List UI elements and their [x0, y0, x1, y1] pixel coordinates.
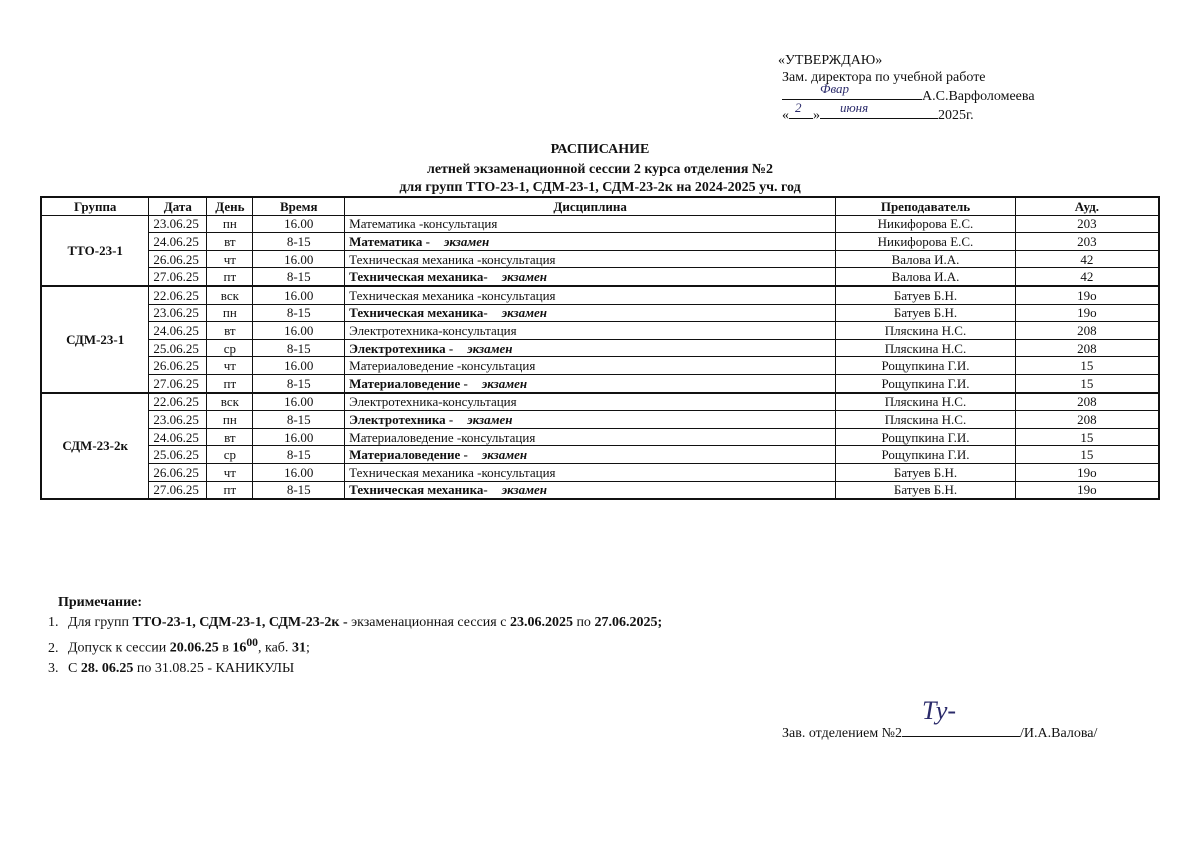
teacher-cell: Батуев Б.Н.	[836, 481, 1016, 499]
room-cell: 19о	[1015, 304, 1159, 322]
schedule-body	[41, 215, 1159, 499]
discipline-text: Математика -	[349, 233, 430, 249]
approval-month: июня	[840, 100, 869, 115]
header-discipline: Дисциплина	[345, 197, 836, 215]
day-cell: пн	[207, 304, 253, 322]
schedule-table	[40, 196, 1160, 500]
discipline-cell: Математика -консультация	[345, 215, 836, 233]
teacher-cell: Никифорова Е.С.	[836, 215, 1016, 233]
exam-label: экзамен	[481, 375, 528, 391]
table-row	[41, 286, 1159, 304]
exam-label: экзамен	[443, 233, 490, 249]
time-cell: 8-15	[253, 481, 345, 499]
date-cell: 26.06.25	[149, 357, 207, 375]
day-cell: вск	[207, 393, 253, 411]
approval-quote-open: «	[782, 108, 789, 123]
approval-year: 2025г.	[938, 108, 974, 123]
discipline-text: Электротехника -	[349, 340, 454, 356]
room-cell: 203	[1015, 215, 1159, 233]
discipline-cell	[345, 233, 836, 251]
room-cell: 15	[1015, 428, 1159, 446]
day-cell: ср	[207, 446, 253, 464]
teacher-cell: Рощупкина Г.И.	[836, 446, 1016, 464]
room-cell: 42	[1015, 268, 1159, 286]
table-row	[41, 428, 1159, 446]
teacher-cell: Валова И.А.	[836, 268, 1016, 286]
time-cell: 8-15	[253, 304, 345, 322]
day-cell: пн	[207, 411, 253, 429]
approval-day: 2	[795, 100, 802, 115]
date-cell: 27.06.25	[149, 374, 207, 392]
signature-name: /И.А.Валова/	[1020, 726, 1098, 741]
discipline-cell: Техническая механика -консультация	[345, 286, 836, 304]
discipline-cell: Электротехника-консультация	[345, 322, 836, 340]
group-name-cell: СДМ-23-1	[41, 286, 149, 393]
room-cell: 208	[1015, 411, 1159, 429]
group-name-cell: СДМ-23-2к	[41, 393, 149, 500]
room-cell: 15	[1015, 446, 1159, 464]
time-cell: 8-15	[253, 446, 345, 464]
note-item: 3. С 28. 06.25 по 31.08.25 - КАНИКУЛЫ	[62, 659, 662, 679]
signature-label: Зав. отделением №2	[782, 726, 903, 741]
table-row	[41, 446, 1159, 464]
teacher-cell: Рощупкина Г.И.	[836, 374, 1016, 392]
document-subtitle-1: летней экзаменационной сессии 2 курса отделения №2	[426, 162, 773, 177]
header-room: Ауд.	[1015, 197, 1159, 215]
date-cell: 25.06.25	[149, 339, 207, 357]
date-cell: 24.06.25	[149, 428, 207, 446]
teacher-cell: Батуев Б.Н.	[836, 286, 1016, 304]
time-cell: 16.00	[253, 393, 345, 411]
time-cell: 8-15	[253, 233, 345, 251]
discipline-cell	[345, 339, 836, 357]
table-row	[41, 268, 1159, 286]
approval-quote-close: »	[813, 108, 820, 123]
table-row	[41, 215, 1159, 233]
header-day: День	[207, 197, 253, 215]
exam-label: экзамен	[501, 305, 548, 321]
discipline-cell	[345, 304, 836, 322]
table-row	[41, 304, 1159, 322]
time-cell: 16.00	[253, 463, 345, 481]
date-cell: 26.06.25	[149, 463, 207, 481]
time-cell: 16.00	[253, 357, 345, 375]
discipline-text: Техническая механика-	[349, 269, 488, 285]
time-cell: 8-15	[253, 339, 345, 357]
exam-label: экзамен	[467, 411, 513, 427]
day-cell: пт	[207, 268, 253, 286]
discipline-text: Материаловедение -	[349, 447, 468, 463]
table-row	[41, 322, 1159, 340]
signature-line	[902, 696, 1020, 737]
day-cell: чт	[207, 250, 253, 268]
room-cell: 208	[1015, 322, 1159, 340]
date-cell: 24.06.25	[149, 322, 207, 340]
table-row	[41, 357, 1159, 375]
room-cell: 42	[1015, 250, 1159, 268]
teacher-cell: Пляскина Н.С.	[836, 411, 1016, 429]
time-cell: 16.00	[253, 322, 345, 340]
discipline-text: Электротехника -	[349, 411, 454, 427]
date-cell: 22.06.25	[149, 393, 207, 411]
approval-position: Зам. директора по учебной работе	[782, 70, 986, 85]
exam-label: экзамен	[501, 269, 548, 285]
day-cell: вт	[207, 233, 253, 251]
room-cell: 19о	[1015, 463, 1159, 481]
teacher-cell: Батуев Б.Н.	[836, 304, 1016, 322]
table-row	[41, 411, 1159, 429]
date-cell: 27.06.25	[149, 268, 207, 286]
discipline-cell	[345, 374, 836, 392]
group-name-cell: ТТО-23-1	[41, 215, 149, 286]
discipline-cell: Материаловедение -консультация	[345, 428, 836, 446]
notes-title: Примечание:	[58, 595, 143, 610]
approval-signature-line	[782, 81, 922, 100]
signature-block	[782, 696, 1098, 742]
exam-label: экзамен	[467, 340, 513, 356]
exam-label: экзамен	[481, 447, 528, 463]
date-cell: 23.06.25	[149, 304, 207, 322]
date-cell: 26.06.25	[149, 250, 207, 268]
header-teacher: Преподаватель	[836, 197, 1016, 215]
table-row	[41, 374, 1159, 392]
table-row	[41, 393, 1159, 411]
discipline-cell: Техническая механика -консультация	[345, 250, 836, 268]
teacher-cell: Никифорова Е.С.	[836, 233, 1016, 251]
discipline-cell: Электротехника-консультация	[345, 393, 836, 411]
header-time: Время	[253, 197, 345, 215]
table-header-row	[41, 197, 1159, 215]
approval-signature: Фвар	[820, 81, 850, 96]
table-row	[41, 481, 1159, 499]
time-cell: 8-15	[253, 268, 345, 286]
notes-block	[40, 593, 662, 679]
header-date: Дата	[149, 197, 207, 215]
approval-stamp: «УТВЕРЖДАЮ»	[778, 53, 883, 68]
discipline-cell: Материаловедение -консультация	[345, 357, 836, 375]
note-item: 2. Допуск к сессии 20.06.25 в $16^{00}$, каб. 31;	[62, 633, 662, 659]
discipline-cell	[345, 268, 836, 286]
day-cell: вск	[207, 286, 253, 304]
teacher-cell: Пляскина Н.С.	[836, 339, 1016, 357]
time-cell: 8-15	[253, 374, 345, 392]
exam-label: экзамен	[501, 482, 548, 498]
header-group: Группа	[41, 197, 149, 215]
approval-block	[778, 52, 1078, 124]
approval-name: А.С.Варфоломеева	[922, 89, 1035, 104]
table-row	[41, 233, 1159, 251]
discipline-text: Техническая механика-	[349, 482, 488, 498]
teacher-cell: Рощупкина Г.И.	[836, 428, 1016, 446]
note-item: 1. Для групп ТТО-23-1, СДМ-23-1, СДМ-23-2к - экзаменационная сессия с 23.06.2025 по 27.06.2025;	[62, 613, 662, 633]
document-subtitle-2: для групп ТТО-23-1, СДМ-23-1, СДМ-23-2к на 2024-2025 уч. год	[399, 180, 801, 195]
teacher-cell: Валова И.А.	[836, 250, 1016, 268]
date-cell: 23.06.25	[149, 411, 207, 429]
document-title: РАСПИСАНИЕ	[550, 142, 650, 157]
time-cell: 16.00	[253, 250, 345, 268]
time-cell: 16.00	[253, 215, 345, 233]
room-cell: 208	[1015, 339, 1159, 357]
day-cell: ср	[207, 339, 253, 357]
teacher-cell: Пляскина Н.С.	[836, 322, 1016, 340]
discipline-cell	[345, 446, 836, 464]
approval-month-line	[820, 100, 938, 119]
date-cell: 22.06.25	[149, 286, 207, 304]
day-cell: чт	[207, 357, 253, 375]
discipline-cell	[345, 411, 836, 429]
teacher-cell: Рощупкина Г.И.	[836, 357, 1016, 375]
room-cell: 19о	[1015, 481, 1159, 499]
day-cell: пт	[207, 374, 253, 392]
date-cell: 27.06.25	[149, 481, 207, 499]
room-cell: 203	[1015, 233, 1159, 251]
table-row	[41, 339, 1159, 357]
table-row	[41, 463, 1159, 481]
date-cell: 23.06.25	[149, 215, 207, 233]
room-cell: 15	[1015, 374, 1159, 392]
day-cell: вт	[207, 322, 253, 340]
room-cell: 208	[1015, 393, 1159, 411]
date-cell: 24.06.25	[149, 233, 207, 251]
date-cell: 25.06.25	[149, 446, 207, 464]
room-cell: 19о	[1015, 286, 1159, 304]
signature-hand: Ту-	[922, 696, 957, 725]
day-cell: чт	[207, 463, 253, 481]
discipline-cell: Техническая механика -консультация	[345, 463, 836, 481]
table-row	[41, 250, 1159, 268]
discipline-text: Техническая механика-	[349, 305, 488, 321]
discipline-cell	[345, 481, 836, 499]
day-cell: вт	[207, 428, 253, 446]
discipline-text: Материаловедение -	[349, 375, 468, 391]
teacher-cell: Батуев Б.Н.	[836, 463, 1016, 481]
approval-day-line	[789, 100, 813, 119]
time-cell: 16.00	[253, 286, 345, 304]
teacher-cell: Пляскина Н.С.	[836, 393, 1016, 411]
day-cell: пт	[207, 481, 253, 499]
time-cell: 8-15	[253, 411, 345, 429]
day-cell: пн	[207, 215, 253, 233]
room-cell: 15	[1015, 357, 1159, 375]
time-cell: 16.00	[253, 428, 345, 446]
